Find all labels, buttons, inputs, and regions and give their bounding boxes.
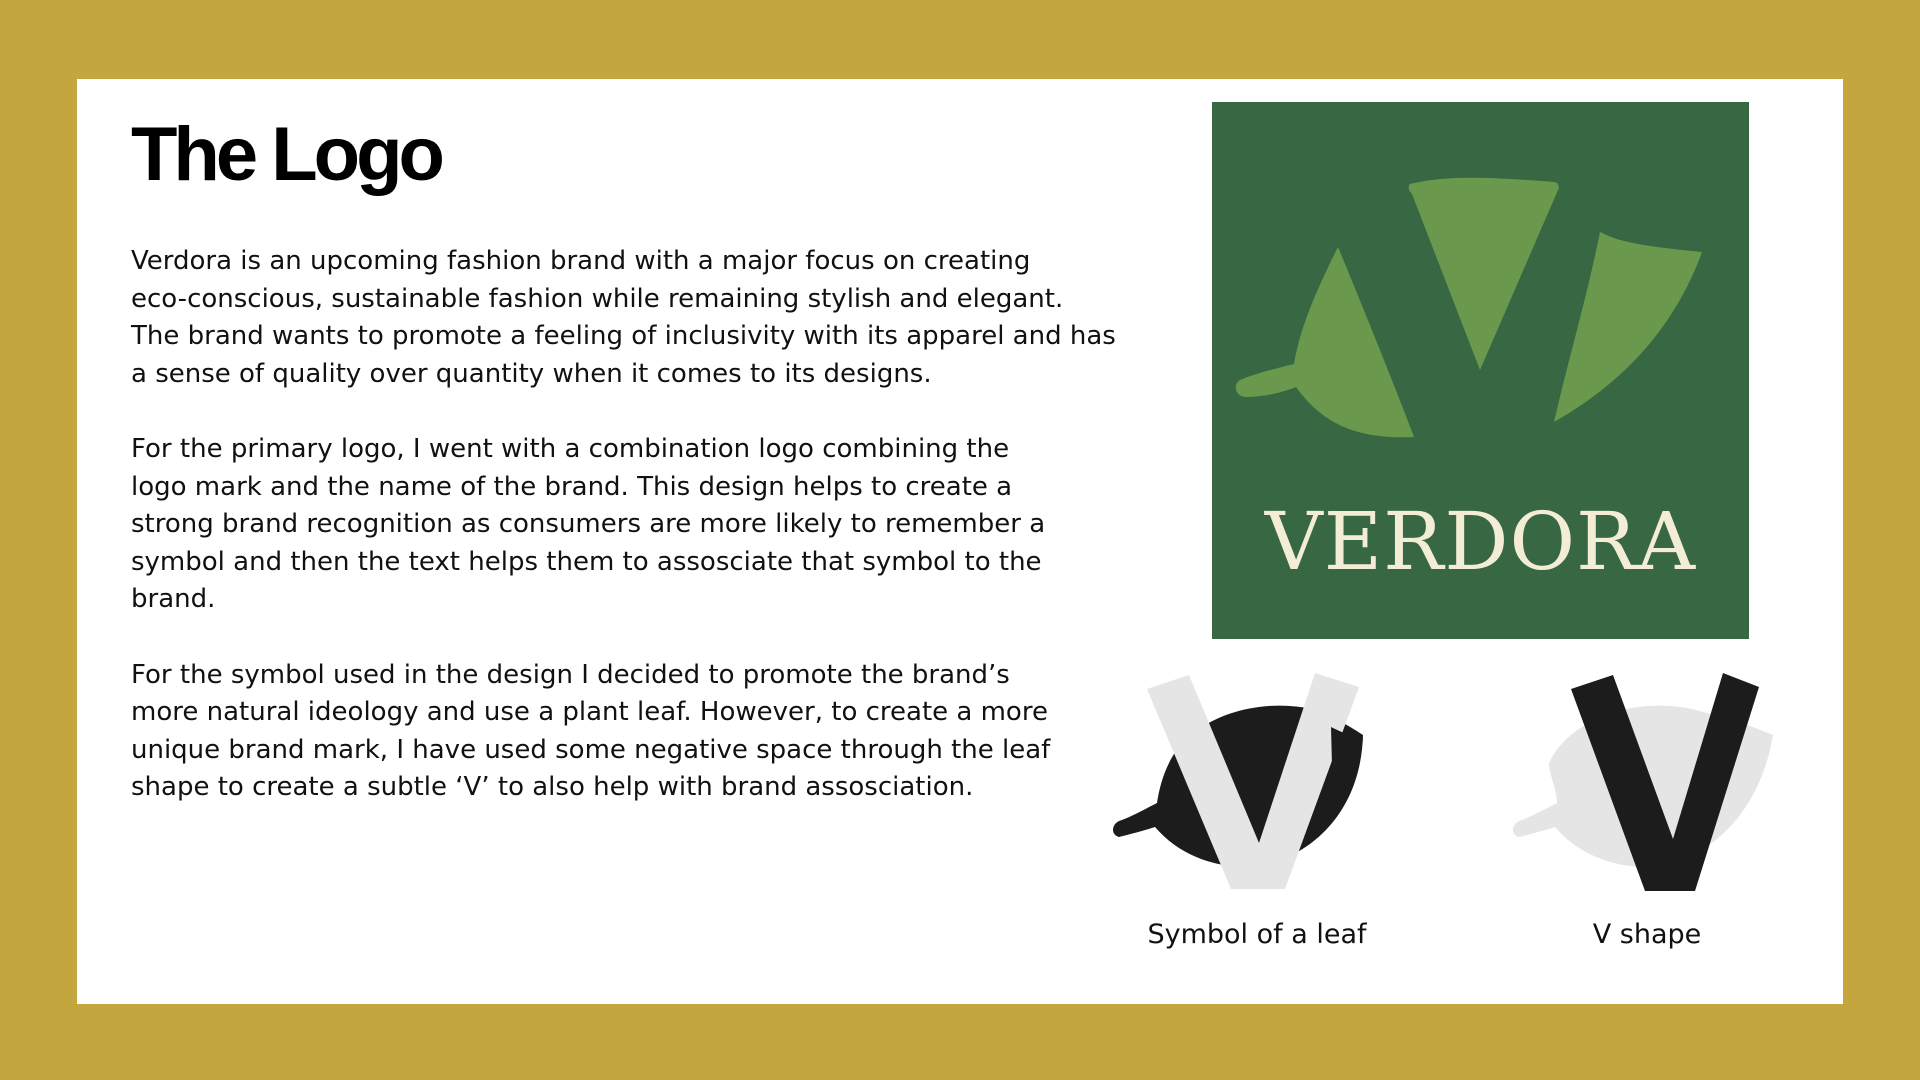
page-title: The Logo: [131, 112, 441, 197]
leaf-symbol-icon: [1107, 667, 1407, 907]
caption-v-shape: V shape: [1592, 919, 1702, 950]
paragraph-symbol: For the symbol used in the design I decided to promote the brand’s more natural ideology and use a plant leaf. However, to create a more unique brand mark, I have used some negative space through the leaf shape to create a subtle ‘V’ to also help with brand assosciation.: [131, 659, 1051, 803]
slide-card: [77, 79, 1843, 1004]
brand-wordmark: VERDORA: [1264, 495, 1697, 588]
paragraph-brand-intro: Verdora is an upcoming fashion brand with a major focus on creating eco-conscious, sustainable fashion while remaining stylish and elegant. The brand wants to promote a feeling of inclusivity with its apparel and has a sense of quality over quantity when it comes to its designs.: [131, 246, 1116, 389]
body-text: [131, 243, 1191, 845]
primary-logo: [1212, 102, 1749, 639]
v-shape-icon: [1497, 667, 1797, 907]
paragraph-primary-logo: For the primary logo, I went with a combination logo combining the logo mark and the name of the brand. This design helps to create a strong brand recognition as consumers are more likely to remember a symbol and then the text helps them to assosciate that symbol to the brand.: [131, 433, 1046, 615]
caption-leaf: Symbol of a leaf: [1147, 919, 1367, 950]
